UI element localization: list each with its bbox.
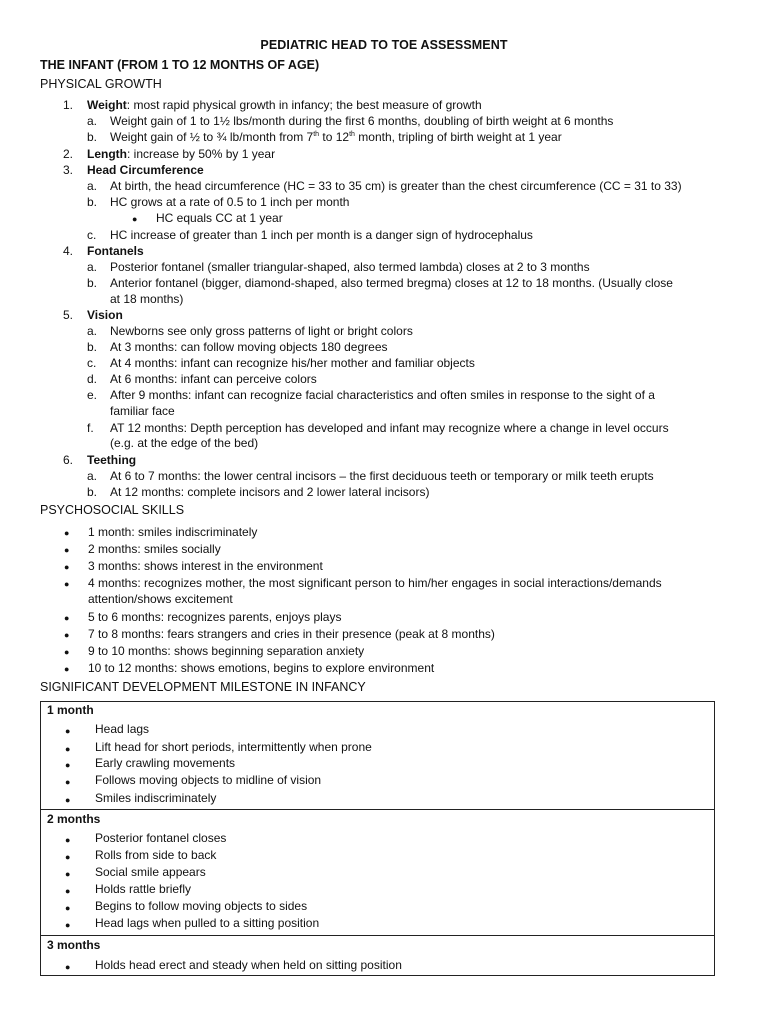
- bullet-icon: ●: [65, 962, 71, 972]
- list-item: 4 months: recognizes mother, the most significant person to him/her engages in social interactions/demands: [88, 576, 662, 590]
- list-number: 5.: [63, 308, 74, 322]
- sub-item: HC grows at a rate of 0.5 to 1 inch per month: [110, 195, 350, 209]
- row-title-3-months: 3 months: [47, 938, 101, 952]
- milestone-item: Head lags: [95, 722, 150, 736]
- sub-letter: f.: [87, 421, 94, 435]
- sub-bullet-item: HC equals CC at 1 year: [156, 211, 283, 225]
- section-heading-psychosocial: PSYCHOSOCIAL SKILLS: [40, 503, 185, 517]
- list-item: 1 month: smiles indiscriminately: [88, 525, 258, 539]
- bullet-icon: ●: [65, 726, 71, 736]
- bullet-icon: ●: [65, 777, 71, 787]
- sub-item: Newborns see only gross patterns of light or bright colors: [110, 324, 413, 338]
- bullet-icon: ●: [65, 744, 71, 754]
- list-item: 9 to 10 months: shows beginning separation anxiety: [88, 644, 365, 658]
- bullet-icon: ●: [132, 214, 138, 224]
- sub-letter: d.: [87, 372, 98, 386]
- bullet-icon: ●: [64, 664, 70, 674]
- list-item: 2 months: smiles socially: [88, 542, 221, 556]
- sub-item-continuation: at 18 months): [110, 292, 184, 306]
- sub-item: At 12 months: complete incisors and 2 lower lateral incisors): [110, 485, 430, 499]
- list-number: 1.: [63, 98, 74, 112]
- page-subtitle: THE INFANT (FROM 1 TO 12 MONTHS OF AGE): [40, 58, 320, 72]
- bullet-icon: ●: [65, 760, 71, 770]
- list-item-head-circumference: Head Circumference: [87, 163, 204, 177]
- sub-item: At 6 to 7 months: the lower central incisors – the first deciduous teeth or temporary or milk teeth erupts: [110, 469, 654, 483]
- milestone-item: Rolls from side to back: [95, 848, 217, 862]
- section-heading-milestones: SIGNIFICANT DEVELOPMENT MILESTONE IN INFANCY: [40, 680, 366, 694]
- list-item-continuation: attention/shows excitement: [88, 592, 233, 606]
- list-number: 2.: [63, 147, 74, 161]
- list-item-length: Length: increase by 50% by 1 year: [87, 147, 276, 161]
- sub-letter: b.: [87, 195, 98, 209]
- row-title-2-months: 2 months: [47, 812, 101, 826]
- sub-letter: e.: [87, 388, 98, 402]
- sub-item: Anterior fontanel (bigger, diamond-shaped, also termed bregma) closes at 12 to 18 months. (Usually close: [110, 276, 673, 290]
- sub-letter: a.: [87, 324, 98, 338]
- row-divider: [41, 935, 714, 936]
- list-item-vision: Vision: [87, 308, 123, 322]
- sub-letter: c.: [87, 228, 97, 242]
- sub-item: At 6 months: infant can perceive colors: [110, 372, 317, 386]
- bullet-icon: ●: [64, 562, 70, 572]
- list-item-teething: Teething: [87, 453, 137, 467]
- sub-item: AT 12 months: Depth perception has developed and infant may recognize where a change in level occurs: [110, 421, 669, 435]
- page-title: PEDIATRIC HEAD TO TOE ASSESSMENT: [260, 38, 508, 52]
- bullet-icon: ●: [65, 903, 71, 913]
- row-divider: [41, 809, 714, 810]
- sub-item: After 9 months: infant can recognize facial characteristics and often smiles in response to the sight of a: [110, 388, 655, 402]
- bullet-icon: ●: [65, 886, 71, 896]
- milestone-item: Follows moving objects to midline of vision: [95, 773, 322, 787]
- milestone-item: Posterior fontanel closes: [95, 831, 227, 845]
- sub-letter: b.: [87, 130, 98, 144]
- list-item: 3 months: shows interest in the environment: [88, 559, 323, 573]
- sub-item: At birth, the head circumference (HC = 33 to 35 cm) is greater than the chest circumference (CC = 31 to 33): [110, 179, 682, 193]
- list-item-weight: Weight: most rapid physical growth in infancy; the best measure of growth: [87, 98, 482, 112]
- milestone-item: Head lags when pulled to a sitting position: [95, 916, 320, 930]
- bullet-icon: ●: [64, 647, 70, 657]
- sub-letter: c.: [87, 356, 97, 370]
- sub-item: HC increase of greater than 1 inch per month is a danger sign of hydrocephalus: [110, 228, 533, 242]
- bullet-icon: ●: [65, 852, 71, 862]
- row-title-1-month: 1 month: [47, 703, 94, 717]
- list-item: 7 to 8 months: fears strangers and cries in their presence (peak at 8 months): [88, 627, 495, 641]
- sub-item-continuation: (e.g. at the edge of the bed): [110, 436, 259, 450]
- list-number: 3.: [63, 163, 74, 177]
- list-number: 6.: [63, 453, 74, 467]
- list-item: 10 to 12 months: shows emotions, begins to explore environment: [88, 661, 435, 675]
- bullet-icon: ●: [64, 528, 70, 538]
- bullet-icon: ●: [65, 869, 71, 879]
- list-number: 4.: [63, 244, 74, 258]
- milestone-item: Lift head for short periods, intermittently when prone: [95, 740, 372, 754]
- sub-item: At 3 months: can follow moving objects 180 degrees: [110, 340, 388, 354]
- sub-item: At 4 months: infant can recognize his/her mother and familiar objects: [110, 356, 475, 370]
- list-item: 5 to 6 months: recognizes parents, enjoys plays: [88, 610, 342, 624]
- sub-item: Weight gain of ½ to ¾ lb/month from 7th to 12th month, tripling of birth weight at 1 year: [110, 130, 562, 144]
- milestone-item: Holds rattle briefly: [95, 882, 192, 896]
- bullet-icon: ●: [64, 545, 70, 555]
- bullet-icon: ●: [64, 579, 70, 589]
- sub-letter: b.: [87, 276, 98, 290]
- sub-letter: a.: [87, 114, 98, 128]
- sub-item: Posterior fontanel (smaller triangular-shaped, also termed lambda) closes at 2 to 3 months: [110, 260, 590, 274]
- section-heading-physical-growth: PHYSICAL GROWTH: [40, 77, 162, 91]
- milestone-item: Begins to follow moving objects to sides: [95, 899, 308, 913]
- bullet-icon: ●: [64, 613, 70, 623]
- sub-letter: b.: [87, 340, 98, 354]
- list-item-fontanels: Fontanels: [87, 244, 144, 258]
- milestone-item: Holds head erect and steady when held on sitting position: [95, 958, 402, 972]
- sub-letter: a.: [87, 179, 98, 193]
- sub-item-continuation: familiar face: [110, 404, 175, 418]
- sub-letter: b.: [87, 485, 98, 499]
- sub-item: Weight gain of 1 to 1½ lbs/month during the first 6 months, doubling of birth weight at 6 months: [110, 114, 614, 128]
- milestone-table: [40, 701, 715, 976]
- milestone-item: Early crawling movements: [95, 756, 236, 770]
- bullet-icon: ●: [65, 835, 71, 845]
- milestone-item: Social smile appears: [95, 865, 206, 879]
- sub-letter: a.: [87, 469, 98, 483]
- milestone-item: Smiles indiscriminately: [95, 791, 217, 805]
- bullet-icon: ●: [65, 920, 71, 930]
- bullet-icon: ●: [65, 795, 71, 805]
- bullet-icon: ●: [64, 630, 70, 640]
- sub-letter: a.: [87, 260, 98, 274]
